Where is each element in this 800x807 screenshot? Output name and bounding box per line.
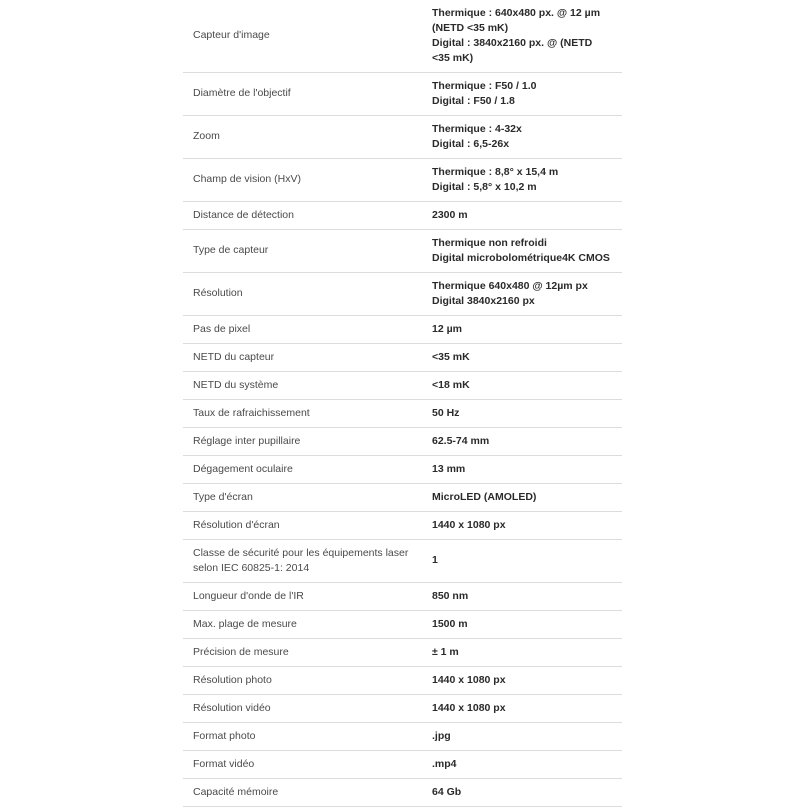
spec-row [183,343,622,371]
spec-label: Max. plage de mesure [193,617,297,630]
spec-value [421,201,622,229]
spec-row [183,483,622,511]
spec-value [421,694,622,722]
spec-value-line: <18 mK [432,378,470,391]
spec-value-line: Thermique : F50 / 1.0 [432,79,537,92]
spec-value-line: 62.5-74 mm [432,434,490,447]
spec-row [183,694,622,722]
spec-value-line: Digital microbolométrique4K CMOS [432,251,610,264]
spec-value-line: Thermique non refroidi [432,236,547,249]
spec-value [421,511,622,539]
spec-label: Type de capteur [193,244,269,256]
spec-label: Résolution [193,287,243,299]
spec-value-line: 2300 m [432,208,468,221]
spec-value-line: Thermique : 4-32x [432,122,522,135]
spec-label: Capteur d'image [193,29,270,42]
spec-value-line: Digital 3840x2160 px [432,294,535,307]
spec-value-line: Digital : 5,8° x 10,2 m [432,180,537,193]
spec-value-line: 1440 x 1080 px [432,673,506,686]
spec-row [183,0,622,72]
spec-row [183,511,622,539]
spec-value-line: 850 nm [432,589,469,602]
spec-value [421,483,622,511]
spec-label: Pas de pixel [193,322,251,335]
spec-value [421,539,622,582]
specifications-body [183,0,622,806]
spec-label: Format vidéo [193,757,255,770]
spec-value-line: Digital : 6,5-26x [432,137,510,150]
spec-label: Diamètre de l'objectif [193,87,291,99]
spec-value-line: .mp4 [432,757,457,770]
spec-row [183,427,622,455]
spec-value [421,427,622,455]
spec-label: Réglage inter pupillaire [193,434,301,447]
spec-label: Champ de vision (HxV) [193,173,301,185]
spec-row [183,539,622,582]
specifications-table [183,0,622,807]
spec-value [421,666,622,694]
spec-value [421,229,622,272]
spec-value-line: .jpg [432,729,451,742]
spec-value [421,582,622,610]
spec-label: Dégagement oculaire [193,462,293,475]
spec-value [421,72,622,115]
spec-row [183,201,622,229]
spec-row [183,272,622,315]
spec-label: Résolution vidéo [193,701,271,714]
spec-value [421,315,622,343]
spec-label: Précision de mesure [193,645,289,658]
spec-row [183,115,622,158]
spec-value-line: 50 Hz [432,406,460,419]
spec-value [421,158,622,201]
spec-label: Longueur d'onde de l'IR [193,589,304,602]
spec-value [421,115,622,158]
spec-row [183,371,622,399]
spec-value-line: 1440 x 1080 px [432,701,506,714]
spec-value [421,0,622,72]
spec-label: Zoom [193,130,220,142]
spec-label: Capacité mémoire [193,785,279,798]
spec-row [183,399,622,427]
spec-row [183,750,622,778]
spec-label: Distance de détection [193,208,294,221]
spec-value [421,455,622,483]
spec-label: NETD du capteur [193,350,275,363]
spec-value-line: Thermique : 8,8° x 15,4 m [432,165,559,178]
spec-value-line: 13 mm [432,462,466,475]
spec-value-line: 1440 x 1080 px [432,518,506,531]
spec-row [183,610,622,638]
spec-row [183,666,622,694]
spec-label: Classe de sécurité pour les équipements laser selon IEC 60825-1: 2014 [193,546,409,574]
spec-row [183,72,622,115]
spec-label: Taux de rafraichissement [193,406,310,419]
spec-value [421,343,622,371]
spec-row [183,778,622,806]
spec-value-line: 64 Gb [432,785,462,798]
spec-row [183,315,622,343]
spec-value-line: 1 [432,554,438,566]
spec-value-line: Digital : 3840x2160 px. @ (NETD <35 mK) [432,36,593,64]
spec-label: Format photo [193,729,256,742]
spec-row [183,455,622,483]
spec-row [183,158,622,201]
spec-label: Résolution photo [193,673,272,686]
spec-value-line: ± 1 m [432,645,459,658]
spec-value [421,778,622,806]
spec-value [421,371,622,399]
spec-value-line: MicroLED (AMOLED) [432,490,537,503]
spec-value-line: Thermique : 640x480 px. @ 12 µm (NETD <35 mK) [432,6,601,34]
spec-value [421,272,622,315]
spec-row [183,229,622,272]
spec-label: NETD du système [193,378,279,391]
spec-label: Résolution d'écran [193,518,280,531]
spec-row [183,582,622,610]
spec-label: Type d'écran [193,490,253,503]
spec-value [421,399,622,427]
spec-value [421,750,622,778]
spec-row [183,722,622,750]
spec-row [183,638,622,666]
spec-value [421,722,622,750]
spec-value [421,638,622,666]
spec-value-line: <35 mK [432,350,470,363]
spec-value [421,610,622,638]
spec-value-line: 12 µm [432,322,462,335]
spec-value-line: Digital : F50 / 1.8 [432,94,515,107]
spec-value-line: Thermique 640x480 @ 12µm px [432,279,588,292]
spec-value-line: 1500 m [432,617,468,630]
